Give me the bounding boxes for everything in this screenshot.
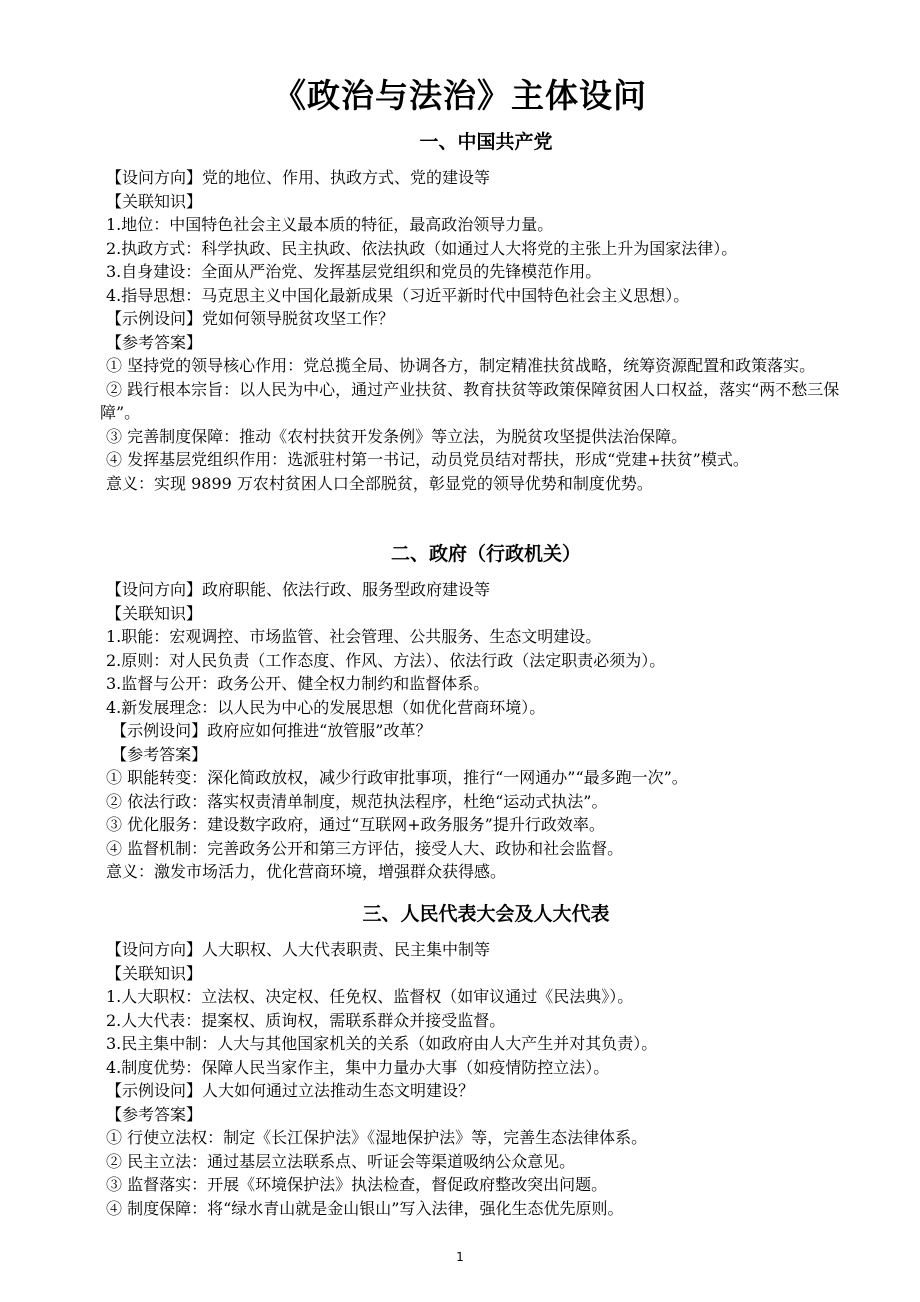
- answer-item: ② 践行根本宗旨：以人民为中心，通过产业扶贫、教育扶贫等政策保障贫困人口权益，落实“两不愁三保障”。: [100, 379, 840, 422]
- knowledge-label: 【关联知识】: [106, 603, 203, 623]
- answer-label: 【参考答案】: [106, 744, 208, 764]
- answer-item: ② 民主立法：通过基层立法联系点、听证会等渠道吸纳公众意见。: [106, 1151, 576, 1171]
- knowledge-item: 1.职能：宏观调控、市场监管、社会管理、公共服务、生态文明建设。: [106, 627, 602, 646]
- knowledge-item: 3.民主集中制：人大与其他国家机关的关系（如政府由人大产生并对其负责）。: [106, 1034, 658, 1053]
- section-party: [100, 128, 866, 495]
- answer-item: ④ 发挥基层党组织作用：选派驻村第一书记，动员党员结对帮扶，形成“党建+扶贫”模式。: [106, 450, 749, 469]
- question-direction: 【设问方向】人大职权、人大代表职责、民主集中制等: [106, 940, 491, 959]
- answer-item: ① 坚持党的领导核心作用：党总揽全局、协调各方，制定精准扶贫战略，统筹资源配置和政策落实。: [106, 356, 816, 375]
- knowledge-item: 1.地位：中国特色社会主义最本质的特征，最高政治领导力量。: [106, 215, 554, 234]
- answer-item: ③ 优化服务：建设数字政府，通过“互联网+政务服务”提升行政效率。: [106, 815, 605, 834]
- example-question: 【示例设问】党如何领导脱贫攻坚工作？: [106, 309, 395, 328]
- answer-label: 【参考答案】: [106, 1104, 203, 1124]
- knowledge-item: 4.新发展理念：以人民为中心的发展思想（如优化营商环境）。: [106, 697, 546, 717]
- answer-item: ② 依法行政：落实权责清单制度，规范执法程序，杜绝“运动式执法”。: [106, 791, 608, 811]
- knowledge-label: 【关联知识】: [106, 963, 203, 983]
- answer-item: ① 行使立法权：制定《长江保护法》《湿地保护法》等，完善生态法律体系。: [106, 1128, 648, 1147]
- answer-item: ④ 制度保障：将“绿水青山就是金山银山”写入法律，强化生态优先原则。: [106, 1198, 624, 1218]
- knowledge-item: 2.人大代表：提案权、质询权，需联系群众并接受监督。: [106, 1010, 506, 1030]
- meaning-text: 意义：实现 9899 万农村贫困人口全部脱贫，彰显党的领导优势和制度优势。: [106, 473, 653, 493]
- knowledge-item: 3.自身建设：全面从严治党、发挥基层党组织和党员的先锋模范作用。: [106, 262, 602, 281]
- knowledge-item: 4.指导思想：马克思主义中国化最新成果（习近平新时代中国特色社会主义思想）。: [106, 285, 690, 305]
- answer-item: ③ 监督落实：开展《环境保护法》执法检查，督促政府整改突出问题。: [106, 1175, 608, 1194]
- answer-item: ④ 监督机制：完善政务公开和第三方评估，接受人大、政协和社会监督。: [106, 838, 624, 858]
- example-question: 【示例设问】人大如何通过立法推动生态文明建设？: [106, 1081, 475, 1100]
- section-npc: [106, 900, 866, 1220]
- page-title: 《政治与法治》主体设问: [273, 76, 647, 115]
- answer-item: ③ 完善制度保障：推动《农村扶贫开发条例》等立法，为脱贫攻坚提供法治保障。: [106, 426, 688, 446]
- knowledge-item: 1.人大职权：立法权、决定权、任免权、监督权（如审议通过《民法典》）。: [106, 987, 634, 1006]
- answer-label: 【参考答案】: [106, 332, 203, 352]
- knowledge-item: 3.监督与公开：政务公开、健全权力制约和监督体系。: [106, 674, 490, 693]
- question-direction: 【设问方向】党的地位、作用、执政方式、党的建设等: [106, 168, 491, 187]
- knowledge-item: 4.制度优势：保障人民当家作主，集中力量办大事（如疫情防控立法）。: [106, 1057, 610, 1077]
- example-question: 【示例设问】政府应如何推进“放管服”改革？: [106, 721, 432, 740]
- knowledge-item: 2.执政方式：科学执政、民主执政、依法执政（如通过人大将党的主张上升为国家法律）。: [106, 238, 738, 258]
- knowledge-item: 2.原则：对人民负责（工作态度、作风、方法）、依法行政（法定职责必须为）。: [106, 650, 666, 670]
- section-heading: 一、中国共产党: [419, 131, 553, 153]
- section-heading: 二、政府（行政机关）: [390, 543, 581, 565]
- knowledge-label: 【关联知识】: [106, 191, 203, 211]
- page-number: 1: [456, 1250, 464, 1264]
- section-heading: 三、人民代表大会及人大代表: [362, 903, 610, 925]
- meaning-text: 意义：激发市场活力，优化营商环境，增强群众获得感。: [106, 862, 507, 881]
- section-government: [106, 540, 866, 884]
- question-direction: 【设问方向】政府职能、依法行政、服务型政府建设等: [106, 580, 491, 599]
- answer-item: ① 职能转变：深化简政放权，减少行政审批事项，推行“一网通办”“最多跑一次”。: [106, 768, 688, 787]
